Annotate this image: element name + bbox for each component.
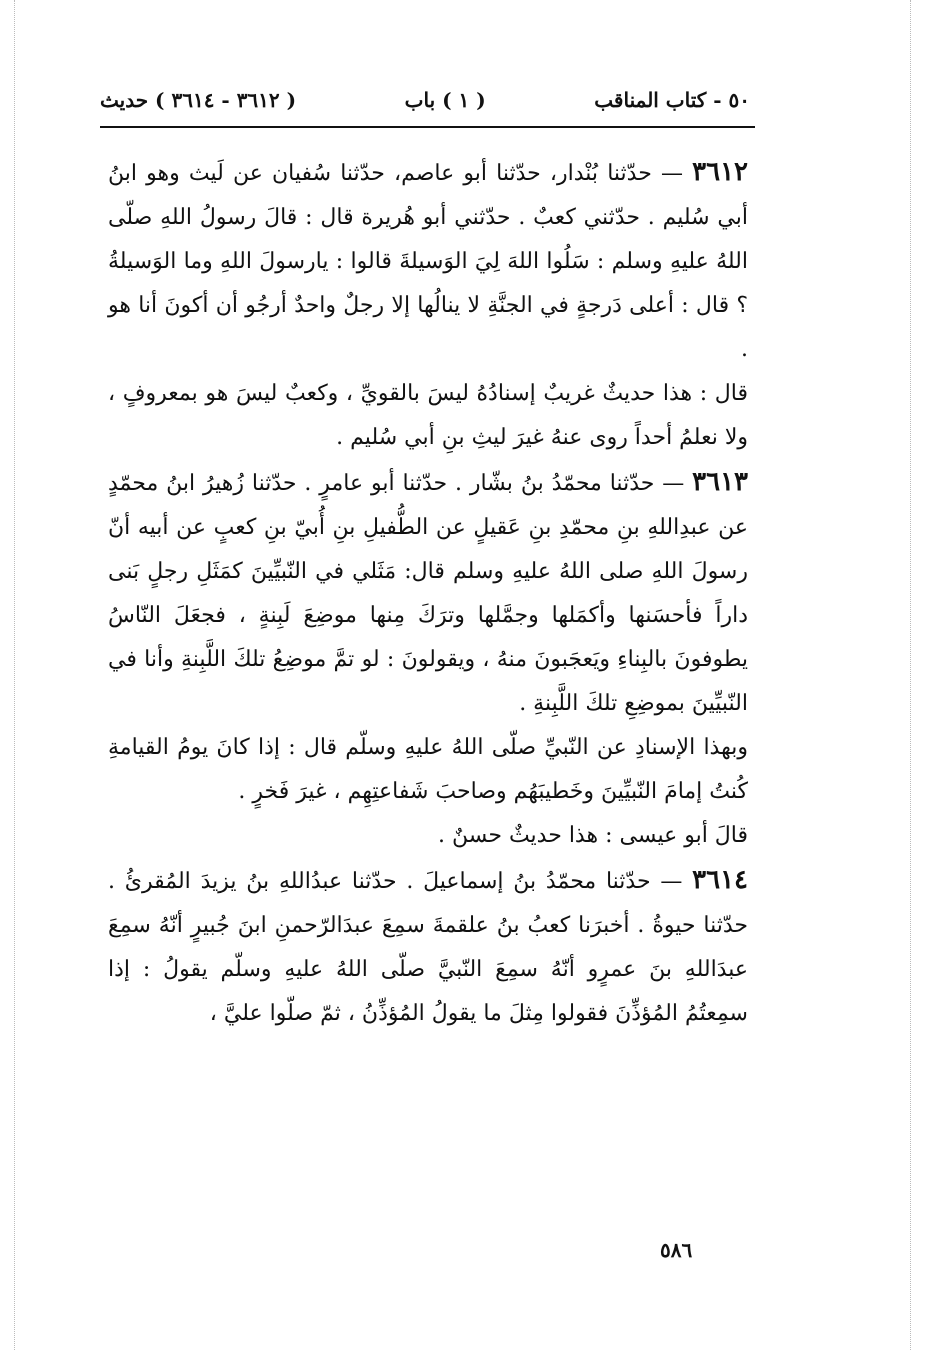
hadith-number: ٣٦١٣ [692,467,748,497]
commentary-paragraph [108,372,748,460]
scan-edge-right [910,0,911,1350]
header-rule [100,126,755,128]
hadith-text: — حدّثنا محمّدُ بنُ بشّار . حدّثنا أبو عامرٍ . حدّثنا زُهيرُ ابنُ محمّدٍ عن عبدِاللهِ بنِ محمّدِ بنِ عَقيلٍ عن الطُّفيلِ بنِ أُبيّ بنِ كعبٍ عن أبيه أنّ رسولَ اللهِ صلى اللهُ عليهِ وسلم قال: مَثَلي في النّبيِّينَ كمَثَلِ رجلٍ بَنى داراً فأحسَنها وأكمَلها وجمَّلها وترَكَ مِنها موضِعَ لَبِنةٍ ، فجعَلَ النّاسُ يطوفونَ بالبِناءِ ويَعجَبونَ منهُ ، ويقولونَ : لو تمَّ موضِعُ تلكَ اللَّبِنةِ وأنا في النّبيِّينَ بموضِعِ تلكَ اللَّبِنةِ . [108,471,748,716]
header-hadith-range: ( ٣٦١٢ - ٣٦١٤ ) حديث [100,88,297,112]
header-book-title: ٥٠ - كتاب المناقب [594,88,750,112]
hadith-paragraph [108,150,748,372]
hadith-text: — حدّثنا محمّدُ بنُ إسماعيلَ . حدّثنا عبدُاللهِ بنُ يزيدَ المُقرئُ . حدّثنا حيوةُ . أخبرَنا كعبُ بنُ علقمةَ سمِعَ عبدَالرّحمنِ ابنَ جُبيرٍ أنّهُ سمِعَ عبدَاللهِ بنَ عمرٍو أنّهُ سمِعَ النّبيَّ صلّى اللهُ عليهِ وسلّم يقولُ : إذا سمِعتُمُ المُؤذِّنَ فقولوا مِثلَ ما يقولُ المُؤذِّنُ ، ثمّ صلّوا عليَّ ، [108,869,748,1026]
hadith-text: — حدّثنا بُنْدار، حدّثنا أبو عاصم، حدّثنا سُفيان عن لَيث وهو ابنُ أبي سُليم . حدّثني كعبٌ . حدّثني أبو هُريرة قال : قالَ رسولُ اللهِ صلّى اللهُ عليهِ وسلم : سَلُوا اللهَ لِيَ الوَسيلةَ قالوا : يارسولَ اللهِ وما الوَسيلةُ ؟ قال : أعلى دَرجةٍ في الجنَّةِ لا ينالُها إلا رجلٌ واحدٌ أرجُو أن أكونَ أنا هو . [108,161,748,362]
header-chapter: ( ١ ) باب [404,88,486,112]
hadith-paragraph [108,858,748,1036]
commentary-text: قالَ أبو عيسى : هذا حديثٌ حسنٌ . [438,823,748,848]
hadith-number: ٣٦١٤ [692,865,748,895]
commentary-text: قال : هذا حديثٌ غريبٌ إسنادُهُ ليسَ بالقويِّ ، وكعبٌ ليسَ هو بمعروفٍ ، ولا نعلمُ أحداً روى عنهُ غيرَ ليثِ بنِ أبي سُليم . [108,381,748,450]
commentary-paragraph [108,814,748,858]
running-header [100,80,750,120]
page-body [108,150,748,1036]
hadith-text: وبهذا الإسنادِ عن النّبيِّ صلّى اللهُ عليهِ وسلّم قال : إذا كانَ يومُ القيامةِ كُنتُ إمامَ النّبيِّينَ وخَطيبَهُم وصاحبَ شَفاعتِهِم ، غيرَ فَخرٍ . [108,735,748,804]
hadith-paragraph [108,726,748,814]
scan-edge-left [14,0,15,1350]
page-number: ٥٨٦ [660,1238,693,1262]
hadith-number: ٣٦١٢ [692,157,748,187]
hadith-paragraph [108,460,748,726]
